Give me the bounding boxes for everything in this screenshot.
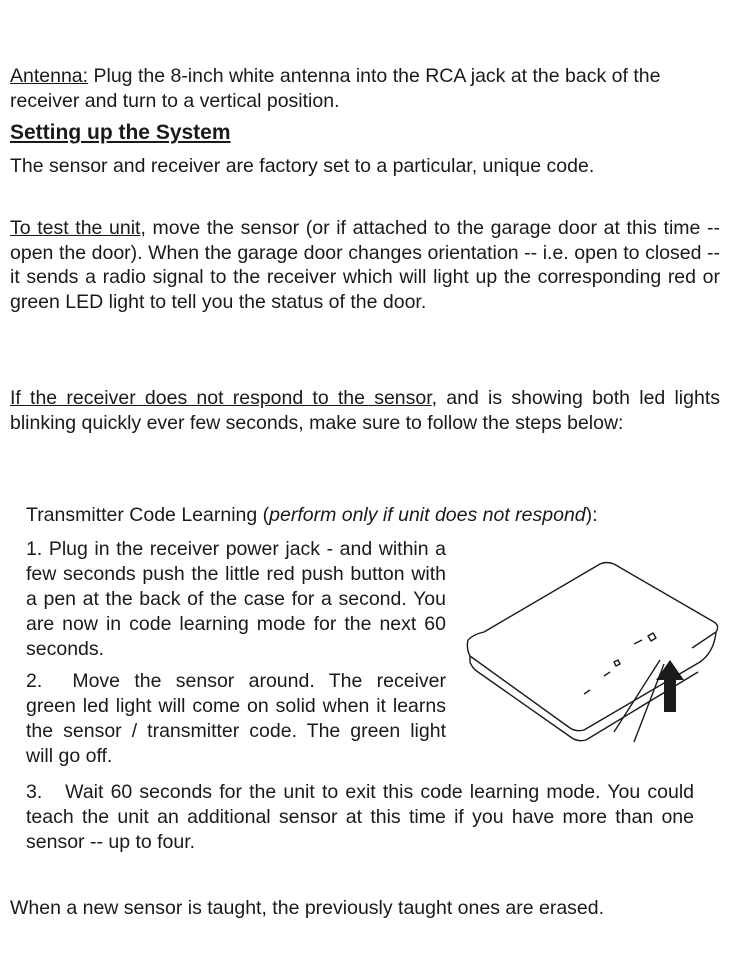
antenna-paragraph	[10, 64, 720, 113]
step-3-text: Wait 60 seconds for the unit to exit this code learning mode. You could teach the unit an additional sensor at this time if you have more than one sensor -- up to four.	[26, 781, 694, 853]
footer-note: When a new sensor is taught, the previously taught ones are erased.	[10, 897, 605, 919]
step-2-text: Move the sensor around. The receiver green led light will come on solid when it learns the sensor / transmitter code. The green light will go off.	[26, 670, 446, 767]
step-2	[26, 669, 446, 769]
test-label: To test the unit,	[10, 217, 146, 239]
learning-title-end: ):	[585, 504, 598, 526]
step-1-number: 1.	[26, 538, 43, 560]
no-response-text: , and is showing both led lights blinking quickly ever few seconds, make sure to follow the steps below:	[10, 387, 720, 434]
test-text: move the sensor (or if attached to the garage door at this time -- open the door). When the garage door changes orientation -- i.e. open to closed -- it sends a radio signal to the receiver which will light up the corresponding red or green LED light to tell you the status of the door.	[10, 217, 720, 313]
antenna-label: Antenna:	[10, 65, 89, 87]
learning-title-italic: perform only if unit does not respond	[269, 504, 586, 526]
step-2-number: 2.	[26, 670, 43, 692]
step-1-text: Plug in the receiver power jack - and within a few seconds push the little red push button with a pen at the back of the case for a second. You are now in code learning mode for the next 60 seconds.	[26, 538, 446, 660]
step-3	[26, 780, 694, 855]
no-response-paragraph	[10, 386, 720, 435]
step-1	[26, 537, 446, 662]
setup-paragraph: The sensor and receiver are factory set to a particular, unique code.	[10, 155, 595, 177]
learning-title	[26, 503, 598, 528]
antenna-text: Plug the 8-inch white antenna into the RCA jack at the back of the receiver and turn to a vertical position.	[10, 65, 661, 112]
setup-heading: Setting up the System	[10, 121, 231, 144]
step-3-number: 3.	[26, 781, 43, 803]
test-paragraph	[10, 216, 720, 314]
no-response-label: If the receiver does not respond to the sensor	[10, 387, 432, 409]
receiver-box-icon	[464, 552, 724, 762]
learning-title-text: Transmitter Code Learning (	[26, 504, 270, 526]
